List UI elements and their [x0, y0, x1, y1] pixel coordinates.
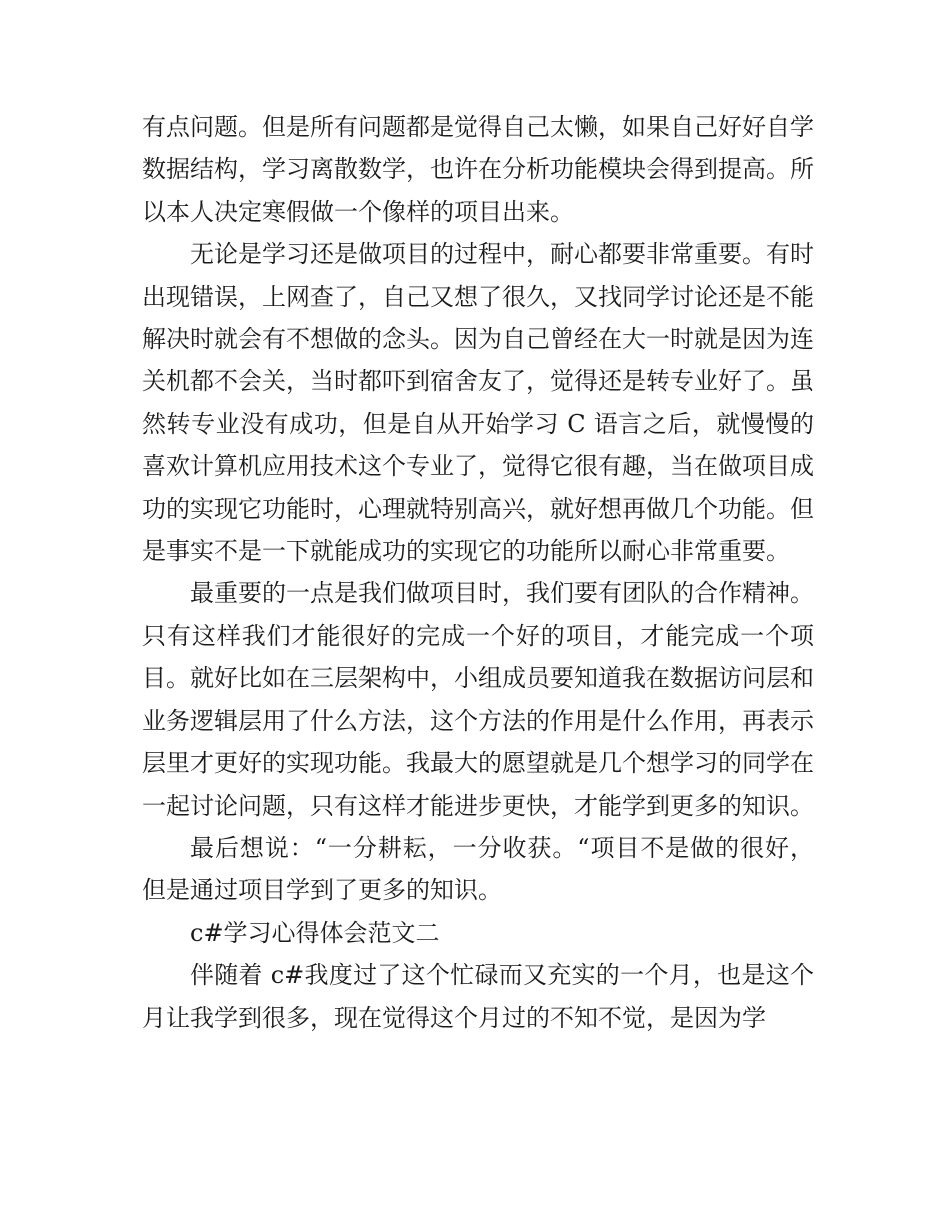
paragraph-4: 最后想说：“一分耕耘，一分收获。“项目不是做的很好，但是通过项目学到了更多的知识。 [142, 833, 814, 905]
paragraph-5: 伴随着 c#我度过了这个忙碌而又充实的一个月，也是这个月让我学到很多，现在觉得这个月过的不知不觉，是因为学 [142, 961, 814, 1032]
document-body [142, 106, 814, 1039]
section-heading: c#学习心得体会范文二 [190, 918, 440, 947]
paragraph-2: 无论是学习还是做项目的过程中，耐心都要非常重要。有时出现错误，上网查了，自己又想了很久，又找同学讨论还是不能解决时就会有不想做的念头。因为自己曾经在大一时就是因为连关机都不会关，当时都吓到宿舍友了，觉得还是转专业好了。虽然转专业没有成功，但是自从开始学习 C 语言之后，就慢慢的喜欢计算机应用技术这个专业了，觉得它很有趣，当在做项目成功的实现它功能时，心理就特别高兴，就好想再做几个功能。但是事实不是一下就能成功的实现它的功能所以耐心非常重要。 [142, 240, 814, 566]
paragraph-1: 有点问题。但是所有问题都是觉得自己太懒，如果自己好好自学数据结构，学习离散数学，也许在分析功能模块会得到提高。所以本人决定寒假做一个像样的项目出来。 [142, 113, 814, 226]
paragraph-3: 最重要的一点是我们做项目时，我们要有团队的合作精神。只有这样我们才能很好的完成一个好的项目，才能完成一个项目。就好比如在三层架构中，小组成员要知道我在数据访问层和业务逻辑层用了什么方法，这个方法的作用是什么作用，再表示层里才更好的实现功能。我最大的愿望就是几个想学习的同学在一起讨论问题，只有这样才能进步更快，才能学到更多的知识。 [142, 579, 814, 820]
